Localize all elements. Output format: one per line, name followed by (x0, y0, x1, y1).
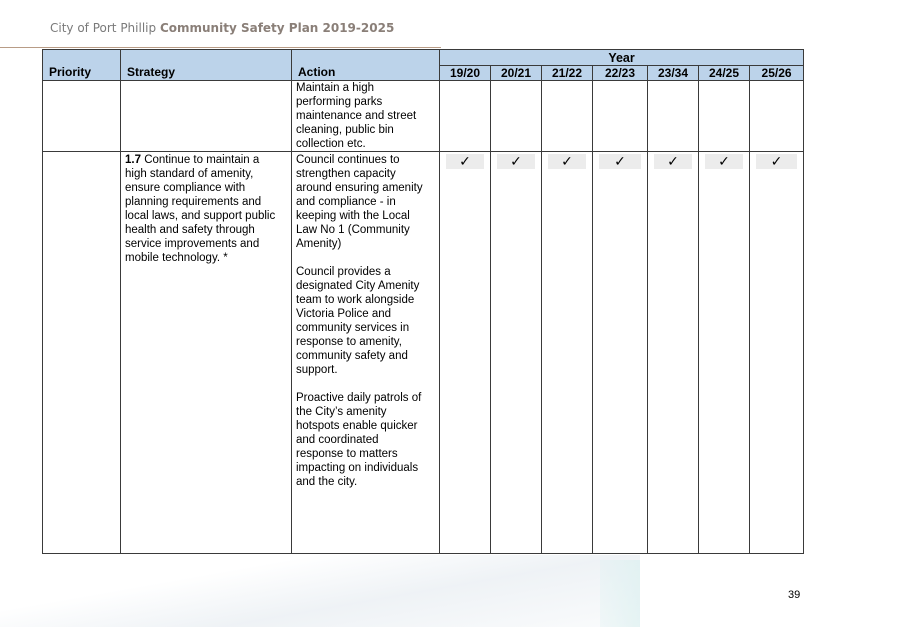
year-cell (750, 152, 804, 554)
checkmark-icon: ✓ (446, 154, 484, 169)
year-cell (699, 152, 750, 554)
priority-cell (43, 152, 121, 554)
table-row (43, 81, 804, 152)
checkmark-icon: ✓ (497, 154, 535, 169)
year-cell (593, 152, 648, 554)
column-header-year: 25/26 (750, 66, 804, 81)
column-header-year: 20/21 (491, 66, 542, 81)
year-cell (648, 81, 699, 152)
action-cell: Maintain a high performing parks maintenance and street cleaning, public bin collection etc. (292, 81, 440, 152)
year-cell (440, 152, 491, 554)
year-cell (542, 81, 593, 152)
year-cell (750, 81, 804, 152)
strategy-number: 1.7 (125, 154, 141, 166)
year-cell (593, 81, 648, 152)
safety-plan-table (42, 49, 804, 554)
year-cell (491, 81, 542, 152)
column-header-year: 23/34 (648, 66, 699, 81)
column-header-strategy: Strategy (121, 50, 292, 81)
checkmark-icon: ✓ (548, 154, 586, 169)
year-cell (491, 152, 542, 554)
checkmark-icon: ✓ (654, 154, 692, 169)
checkmark-icon: ✓ (705, 154, 743, 169)
column-header-year: 22/23 (593, 66, 648, 81)
column-header-priority: Priority (43, 50, 121, 81)
background-decoration (0, 555, 640, 627)
action-text: Council continues to strengthen capacity around ensuring amenity and compliance - in keeping with the Local Law No 1 (Community Amenity) Council provides a designated City Amenity team to work alongside Victoria Police and community services in response to amenity, community safety and support. Proactive daily patrols of the City’s amenity hotspots enable quicker and coordinated response to matters impacting on individuals and the city. (296, 154, 423, 488)
page-number: 39 (788, 589, 801, 601)
year-cell (440, 81, 491, 152)
year-cell (648, 152, 699, 554)
document-header (50, 21, 394, 35)
checkmark-icon: ✓ (756, 154, 797, 169)
table-row (43, 152, 804, 554)
header-org: City of Port Phillip (50, 21, 157, 35)
strategy-cell (121, 152, 292, 554)
strategy-text: Continue to maintain a high standard of amenity, ensure compliance with planning requirements and local laws, and support public health and safety through service improvements and mobile technology. * (125, 154, 276, 264)
column-header-action: Action (292, 50, 440, 81)
year-cell (542, 152, 593, 554)
column-header-year: 24/25 (699, 66, 750, 81)
header-divider (0, 47, 441, 48)
year-cell (699, 81, 750, 152)
column-header-year-group: Year (440, 50, 804, 66)
column-header-year: 19/20 (440, 66, 491, 81)
background-decoration-accent (600, 560, 640, 627)
strategy-cell (121, 81, 292, 152)
header-title: Community Safety Plan 2019-2025 (159, 21, 395, 35)
action-cell (292, 152, 440, 554)
priority-cell (43, 81, 121, 152)
column-header-year: 21/22 (542, 66, 593, 81)
checkmark-icon: ✓ (599, 154, 641, 169)
